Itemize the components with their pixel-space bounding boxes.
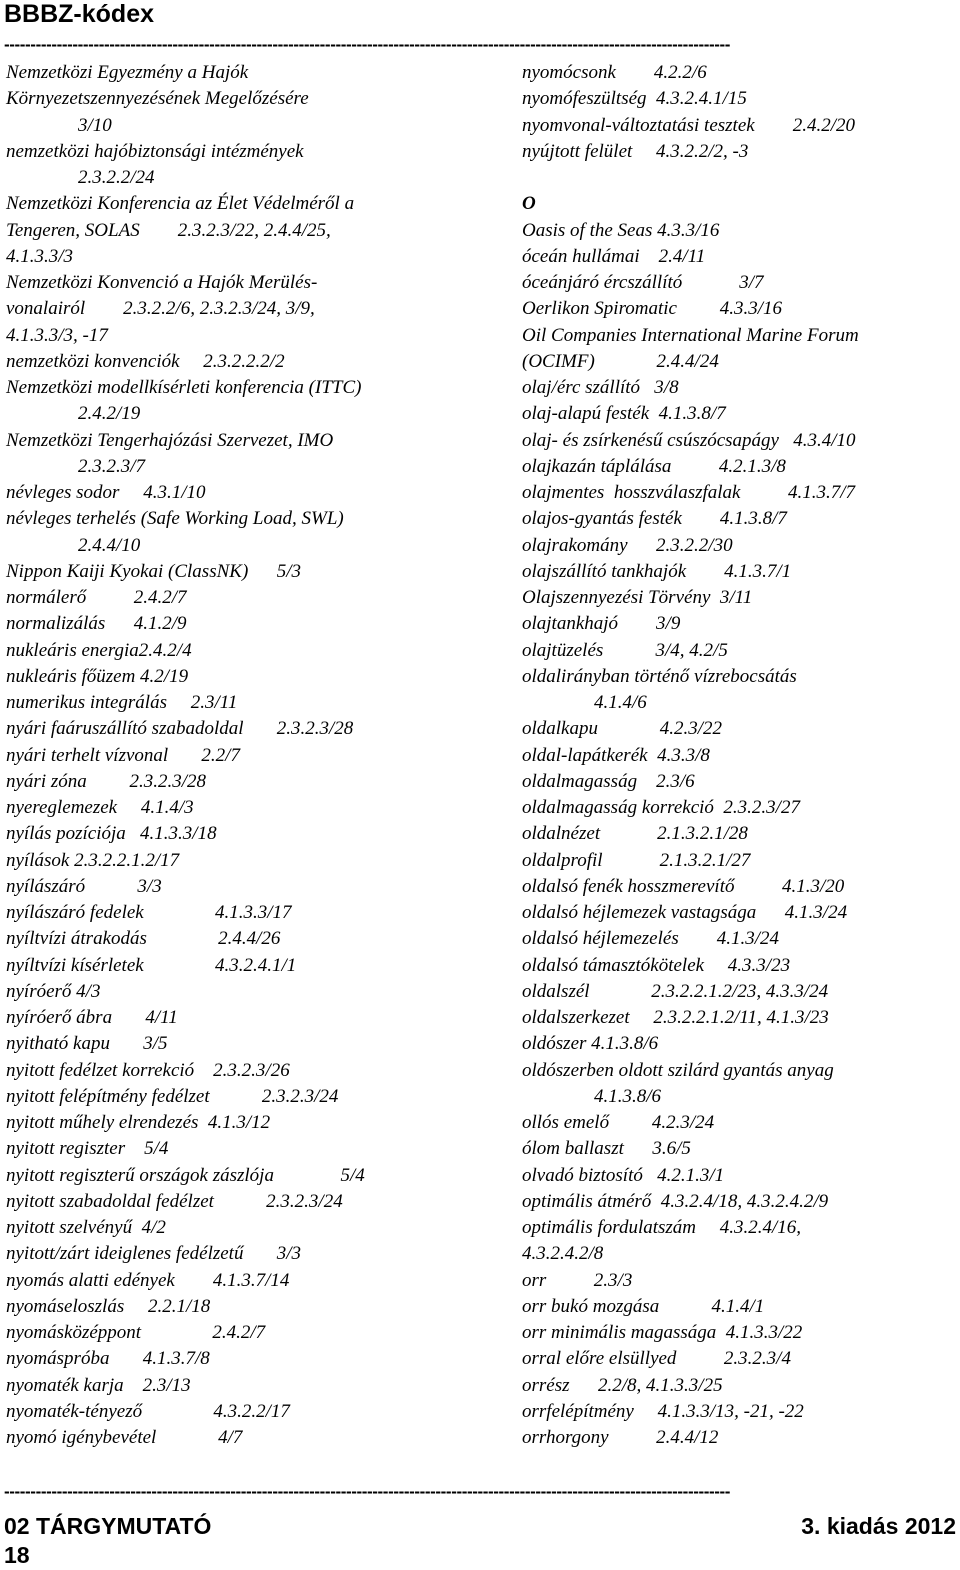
index-entry: olajtüzelés 3/4, 4.2/5: [522, 639, 728, 661]
index-entry: nyári terhelt vízvonal 2.2/7: [6, 744, 240, 766]
index-entry: oldalsó héjlemezelés 4.1.3/24: [522, 928, 779, 950]
index-entry: 4.1.4/6: [594, 692, 647, 713]
index-entry: optimális fordulatszám 4.3.2.4/16,: [522, 1217, 802, 1238]
index-entry: orrész 2.2/8, 4.1.3.3/25: [522, 1374, 723, 1396]
index-entry: nyitott regiszter 5/4: [6, 1138, 169, 1160]
index-entry: olajkazán táplálása 4.2.1.3/8: [522, 455, 786, 477]
index-entry: normálerő 2.4.2/7: [6, 587, 187, 608]
page-number: 18: [4, 1542, 30, 1568]
index-entry: nyíróerő 4/3: [6, 980, 101, 1002]
index-entry: oldalsó támasztókötelek 4.3.3/23: [522, 954, 791, 976]
index-entry: normalizálás 4.1.2/9: [6, 613, 187, 635]
index-entry: nyíltvízi kísérletek 4.3.2.4.1/1: [6, 954, 297, 976]
index-entry: olaj-alapú festék 4.1.3.8/7: [522, 403, 726, 425]
header-rule: ------------------------------------------------------------------------------------------------------------------------------------------: [4, 38, 731, 52]
index-entry: Olajszennyezési Törvény 3/11: [522, 587, 753, 608]
index-entry: oldalszél 2.3.2.2.1.2/23, 4.3.3/24: [522, 980, 829, 1002]
index-entry: orr 2.3/3: [522, 1269, 633, 1291]
index-entry: Oil Companies International Marine Forum: [522, 324, 859, 346]
index-entry: orral előre elsüllyed 2.3.2.3/4: [522, 1348, 791, 1370]
index-entry: Tengeren, SOLAS 2.3.2.3/22, 2.4.4/25,: [6, 219, 331, 241]
index-entry: orrfelépítmény 4.1.3.3/13, -21, -22: [522, 1400, 804, 1422]
index-entry: olaj/érc szállító 3/8: [522, 377, 679, 398]
index-entry: nyíltvízi átrakodás 2.4.4/26: [6, 928, 281, 950]
index-entry: 2.3.2.2/24: [78, 167, 155, 188]
index-entry: nukleáris energia2.4.2/4: [6, 639, 192, 661]
index-entry: oldalnézet 2.1.3.2.1/28: [522, 823, 748, 845]
index-entry: oldalmagasság korrekció 2.3.2.3/27: [522, 797, 800, 818]
index-entry: nyitott fedélzet korrekció 2.3.2.3/26: [6, 1059, 290, 1081]
index-entry: nyújtott felület 4.3.2.2/2, -3: [522, 140, 749, 162]
index-entry: nyomaték-tényező 4.3.2.2/17: [6, 1400, 290, 1422]
index-entry: oldószer 4.1.3.8/6: [522, 1033, 659, 1055]
index-entry: nyílás pozíciója 4.1.3.3/18: [6, 823, 217, 845]
index-entry: 3/10: [78, 114, 112, 136]
index-entry: Nippon Kaiji Kyokai (ClassNK) 5/3: [6, 560, 302, 582]
index-entry: Nemzetközi modellkísérleti konferencia (ITTC): [6, 377, 362, 398]
index-entry: Nemzetközi Konvenció a Hajók Merülés-: [6, 272, 318, 293]
index-entry: olaj- és zsírkenésű csúszócsapágy 4.3.4/10: [522, 429, 856, 451]
index-entry: oldalkapu 4.2.3/22: [522, 718, 723, 740]
index-entry: 2.4.4/10: [78, 534, 141, 556]
index-entry: Környezetszennyezésének Megelőzésére: [6, 88, 309, 110]
index-entry: oldalprofil 2.1.3.2.1/27: [522, 849, 751, 871]
index-entry: olajtankhajó 3/9: [522, 613, 681, 635]
index-entry: oldal-lapátkerék 4.3.3/8: [522, 744, 710, 766]
index-entry: névleges terhelés (Safe Working Load, SWL): [6, 508, 344, 530]
index-entry: Nemzetközi Konferencia az Élet Védelméről a: [6, 193, 355, 215]
index-entry: olajmentes hosszválaszfalak 4.1.3.7/7: [522, 482, 856, 503]
index-column-left: [6, 60, 476, 1451]
index-entry: [522, 165, 954, 191]
index-entry: oldószerben oldott szilárd gyantás anyag: [522, 1059, 834, 1081]
index-entry: Nemzetközi Tengerhajózási Szervezet, IMO: [6, 429, 334, 451]
index-entry: oldalsó héjlemezek vastagsága 4.1.3/24: [522, 902, 848, 923]
index-entry: névleges sodor 4.3.1/10: [6, 482, 206, 503]
index-entry: nyomáspróba 4.1.3.7/8: [6, 1348, 210, 1370]
index-entry: 4.1.3.8/6: [594, 1085, 662, 1107]
index-entry: nemzetközi konvenciók 2.3.2.2.2/2: [6, 350, 285, 372]
index-entry: oldalirányban történő vízrebocsátás: [522, 665, 797, 687]
index-entry: nyomófeszültség 4.3.2.4.1/15: [522, 88, 747, 110]
index-entry: nyári zóna 2.3.2.3/28: [6, 770, 207, 792]
index-entry: olajrakomány 2.3.2.2/30: [522, 534, 733, 556]
index-entry: oldalmagasság 2.3/6: [522, 770, 695, 792]
index-entry: 4.3.2.4.2/8: [522, 1243, 604, 1265]
index-entry: nyitott felépítmény fedélzet 2.3.2.3/24: [6, 1085, 339, 1107]
index-entry: nukleáris főüzem 4.2/19: [6, 665, 189, 687]
index-entry: olajszállító tankhajók 4.1.3.7/1: [522, 560, 792, 582]
index-entry: vonalairól 2.3.2.2/6, 2.3.2.3/24, 3/9,: [6, 298, 315, 320]
index-letter-heading: O: [522, 193, 536, 215]
index-entry: ólom ballaszt 3.6/5: [522, 1138, 691, 1160]
index-entry: olajos-gyantás festék 4.1.3.8/7: [522, 508, 787, 530]
index-entry: nemzetközi hajóbiztonsági intézmények: [6, 140, 304, 162]
index-entry: nyitott regiszterű országok zászlója 5/4: [6, 1164, 365, 1186]
index-entry: nyomócsonk 4.2.2/6: [522, 62, 707, 83]
index-entry: orr minimális magassága 4.1.3.3/22: [522, 1322, 803, 1343]
index-entry: numerikus integrálás 2.3/11: [6, 692, 238, 713]
index-entry: nyílászáró fedelek 4.1.3.3/17: [6, 902, 292, 923]
index-entry: 2.4.2/19: [78, 403, 141, 425]
index-entry: optimális átmérő 4.3.2.4/18, 4.3.2.4.2/9: [522, 1190, 829, 1212]
index-entry: óceánjáró ércszállító 3/7: [522, 272, 764, 293]
index-entry: 4.1.3.3/3: [6, 245, 74, 267]
index-entry: nyitott szabadoldal fedélzet 2.3.2.3/24: [6, 1190, 343, 1212]
index-entry: orrhorgony 2.4.4/12: [522, 1427, 719, 1448]
index-entry: nyílászáró 3/3: [6, 875, 162, 897]
index-entry: nyereglemezek 4.1.4/3: [6, 797, 194, 818]
index-entry: orr bukó mozgása 4.1.4/1: [522, 1295, 765, 1317]
footer-rule: ------------------------------------------------------------------------------------------------------------------------------------------: [4, 1485, 731, 1499]
index-entry: (OCIMF) 2.4.4/24: [522, 350, 719, 372]
index-column-right: [522, 60, 954, 1451]
index-entry: oldalsó fenék hosszmerevítő 4.1.3/20: [522, 875, 845, 897]
index-entry: nyomás alatti edények 4.1.3.7/14: [6, 1269, 290, 1291]
index-entry: ollós emelő 4.2.3/24: [522, 1112, 715, 1133]
footer-section-title: 02 TÁRGYMUTATÓ: [4, 1513, 212, 1539]
index-entry: olvadó biztosító 4.2.1.3/1: [522, 1164, 725, 1186]
index-entry: nyíróerő ábra 4/11: [6, 1007, 178, 1028]
index-entry: nyitható kapu 3/5: [6, 1033, 168, 1055]
index-entry: 2.3.2.3/7: [78, 455, 146, 477]
index-entry: Oerlikon Spiromatic 4.3.3/16: [522, 298, 782, 320]
index-entry: nyomásközéppont 2.4.2/7: [6, 1322, 266, 1343]
document-title: BBBZ-kódex: [4, 0, 155, 28]
index-entry: nyitott műhely elrendezés 4.1.3/12: [6, 1112, 271, 1133]
index-entry: Oasis of the Seas 4.3.3/16: [522, 219, 720, 241]
index-entry: 4.1.3.3/3, -17: [6, 324, 108, 346]
index-entry: nyílások 2.3.2.2.1.2/17: [6, 849, 180, 871]
index-entry: nyomaték karja 2.3/13: [6, 1374, 191, 1396]
footer-edition: 3. kiadás 2012: [801, 1513, 956, 1539]
index-entry: nyári faáruszállító szabadoldal 2.3.2.3/28: [6, 718, 354, 740]
index-entry: óceán hullámai 2.4/11: [522, 245, 706, 267]
index-entry: nyomó igénybevétel 4/7: [6, 1427, 243, 1448]
index-entry: nyitott/zárt ideiglenes fedélzetű 3/3: [6, 1243, 301, 1265]
index-entry: nyomáseloszlás 2.2.1/18: [6, 1295, 211, 1317]
index-entry: nyomvonal-változtatási tesztek 2.4.2/20: [522, 114, 855, 136]
index-entry: nyitott szelvényű 4/2: [6, 1217, 166, 1238]
index-entry: oldalszerkezet 2.3.2.2.1.2/11, 4.1.3/23: [522, 1007, 829, 1028]
index-entry: Nemzetközi Egyezmény a Hajók: [6, 62, 249, 83]
